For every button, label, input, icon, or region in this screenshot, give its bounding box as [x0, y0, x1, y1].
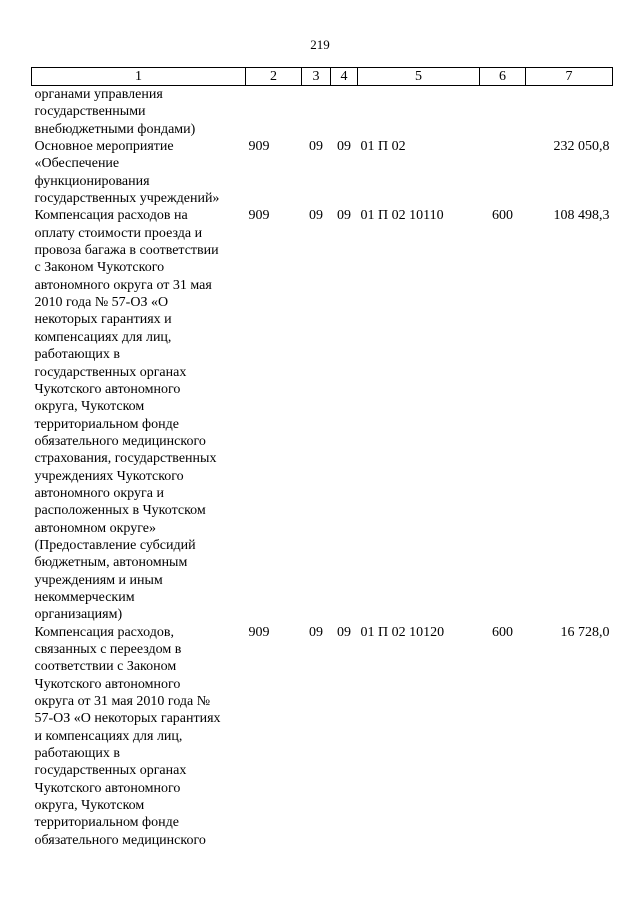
table-body — [32, 86, 613, 850]
expense-type-cell — [480, 138, 526, 207]
expense-type-cell: 600 — [492, 208, 513, 224]
table-header-row — [32, 68, 613, 86]
row-name-line: Основное мероприятие — [34, 139, 174, 155]
row-name-line: территориальном фонде — [34, 815, 179, 831]
amount-cell: 232 050,8 — [553, 139, 610, 155]
admin-code-cell: 909 — [248, 624, 270, 640]
row-name-line: округа, Чукотском — [34, 399, 145, 415]
admin-code-cell: 909 — [248, 139, 270, 155]
row-name-line: соответствии с Законом — [34, 659, 177, 675]
row-name-line: провоза багажа в соответствии — [34, 243, 219, 259]
section-cell: 09 — [309, 624, 323, 640]
row-name-line: «Обеспечение — [34, 156, 120, 172]
budget-table — [31, 67, 613, 849]
row-name-line: учреждениям и иным — [34, 572, 163, 588]
row-name-line: Чукотского автономного — [34, 780, 181, 796]
page-number: 219 — [310, 37, 330, 52]
row-name-line: 57-ОЗ «О некоторых гарантиях — [34, 711, 221, 727]
row-name-line: 2010 года № 57-ОЗ «О — [34, 295, 169, 311]
table-row — [32, 207, 613, 623]
table-row — [32, 138, 613, 207]
row-name-line: функционирования — [34, 173, 150, 189]
header-col-4: 4 — [331, 68, 358, 86]
subsection-cell: 09 — [337, 624, 351, 640]
row-name-line: органами управления — [34, 87, 163, 102]
header-col-5: 5 — [358, 68, 480, 86]
row-name-line: бюджетным, автономным — [34, 555, 188, 571]
row-name-line: государственных учреждений» — [34, 191, 220, 207]
row-name-line: работающих в — [34, 347, 120, 363]
row-name-line: Чукотского автономного — [34, 381, 181, 397]
header-col-3: 3 — [302, 68, 331, 86]
table-row — [32, 624, 613, 849]
row-name-line: Компенсация расходов на — [34, 208, 188, 224]
row-name-line: округа от 31 мая 2010 года № — [34, 694, 211, 710]
row-name-cell — [32, 207, 246, 623]
table-row — [32, 86, 613, 139]
row-name-line: автономном округе» — [34, 520, 156, 536]
header-col-1: 1 — [32, 68, 246, 86]
row-name-line: государственных органах — [34, 364, 187, 380]
target-article-cell: 01 П 02 10120 — [360, 624, 445, 640]
admin-code-cell: 909 — [248, 208, 270, 224]
row-name-line: оплату стоимости проезда и — [34, 225, 203, 241]
row-name-line: обязательного медицинского — [34, 832, 206, 848]
row-name-line: связанных с переездом в — [34, 642, 182, 657]
row-name-line: учреждениях Чукотского — [34, 468, 184, 484]
row-name-line: обязательного медицинского — [34, 433, 206, 449]
row-name-line: компенсациях для лиц, — [34, 329, 172, 345]
row-name-cell — [32, 624, 246, 849]
target-article-cell: 01 П 02 — [360, 139, 406, 155]
amount-cell — [526, 86, 613, 139]
amount-cell: 108 498,3 — [553, 208, 610, 224]
row-name-line: внебюджетными фондами) — [34, 121, 196, 137]
row-name-line: округа, Чукотском — [34, 798, 145, 814]
row-name-line: работающих в — [34, 746, 120, 762]
row-name-cell — [32, 138, 246, 207]
section-cell: 09 — [309, 139, 323, 155]
row-name-line: Компенсация расходов, — [34, 624, 174, 640]
section-cell: 09 — [309, 208, 323, 224]
row-name-line: Чукотского автономного — [34, 676, 181, 692]
row-name-cell — [32, 86, 246, 139]
target-article-cell: 01 П 02 10110 — [360, 208, 444, 224]
amount-cell: 16 728,0 — [560, 624, 610, 640]
target-article-cell — [358, 86, 480, 139]
expense-type-cell: 600 — [492, 624, 513, 640]
row-name-line: территориальном фонде — [34, 416, 179, 432]
subsection-cell: 09 — [337, 139, 351, 155]
section-cell — [302, 86, 331, 139]
header-col-7: 7 — [526, 68, 613, 86]
row-name-line: расположенных в Чукотском — [34, 503, 206, 519]
row-name-line: (Предоставление субсидий — [34, 537, 196, 553]
row-name-line: государственными — [34, 104, 146, 120]
row-name-line: страхования, государственных — [34, 451, 217, 467]
row-name-line: автономного округа и — [34, 485, 164, 501]
row-name-line: некоторых гарантиях и — [34, 312, 172, 328]
header-col-6: 6 — [480, 68, 526, 86]
row-name-line: государственных органах — [34, 763, 187, 779]
subsection-cell: 09 — [337, 208, 351, 224]
subsection-cell — [331, 86, 358, 139]
row-name-line: с Законом Чукотского — [34, 260, 165, 276]
admin-code-cell — [246, 86, 302, 139]
expense-type-cell — [480, 86, 526, 139]
row-name-line: некоммерческим — [34, 589, 135, 605]
row-name-line: автономного округа от 31 мая — [34, 277, 212, 293]
row-name-line: организациям) — [34, 607, 123, 623]
row-name-line: и компенсациях для лиц, — [34, 728, 183, 744]
header-col-2: 2 — [246, 68, 302, 86]
